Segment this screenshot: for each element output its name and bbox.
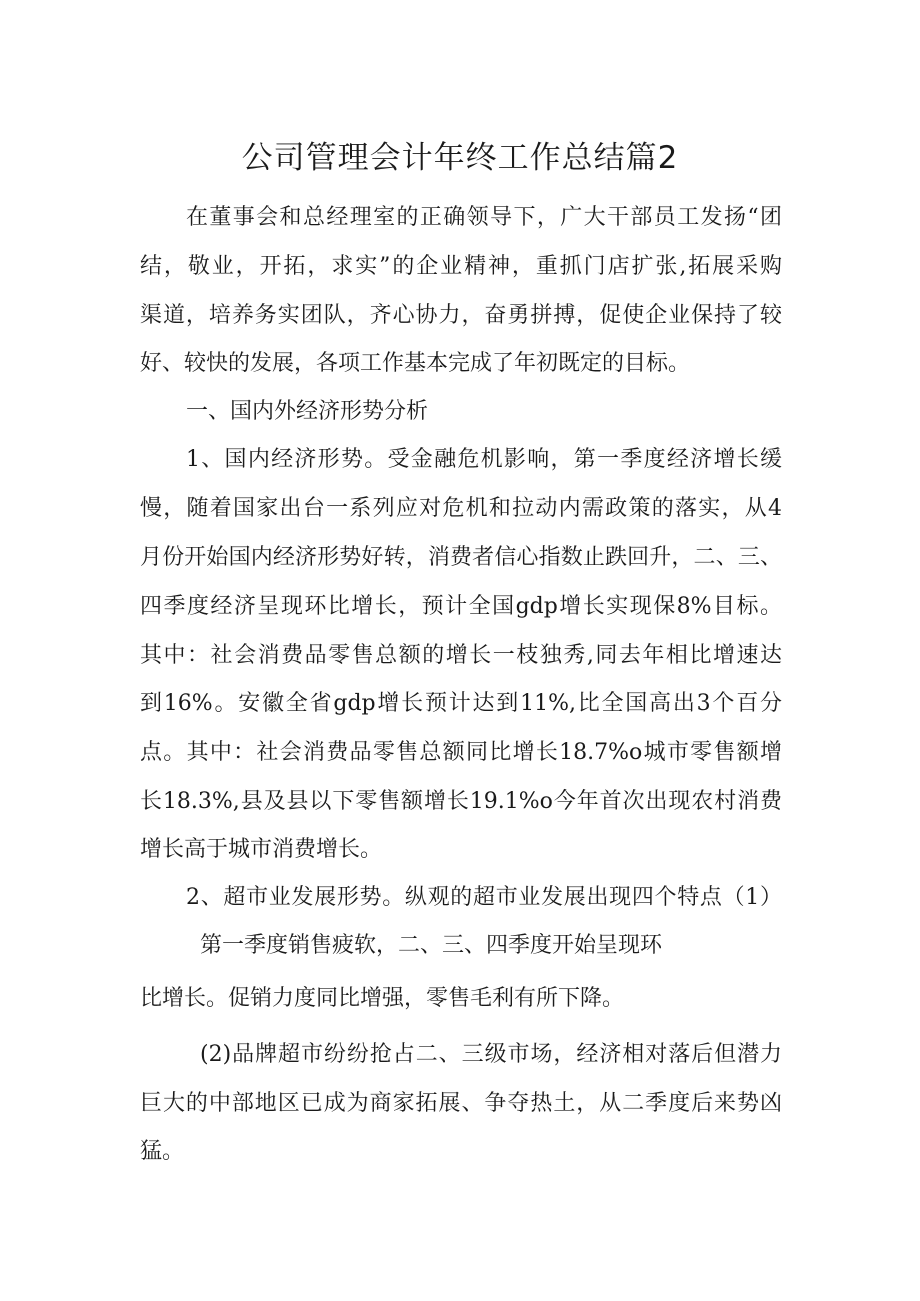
paragraph-line: 比增长。促销力度同比增强，零售毛利有所下降。 bbox=[140, 986, 625, 1011]
paragraph-line: 结，敬业，开拓，求实”的企业精神，重抓门店扩张,拓展采购 bbox=[140, 254, 782, 279]
paragraph-line: 点。其中：社会消费品零售总额同比增长18.7%o城市零售额增 bbox=[140, 740, 782, 765]
paragraph-line: 好、较快的发展，各项工作基本完成了年初既定的目标。 bbox=[140, 351, 691, 376]
paragraph-line: 2、超市业发展形势。纵观的超市业发展出现四个特点（1） bbox=[186, 885, 782, 910]
paragraph-line: 增长高于城市消费增长。 bbox=[140, 837, 383, 862]
paragraph-line: 到16%。安徽全省gdp增长预计达到11%,比全国高出3个百分 bbox=[140, 691, 782, 716]
paragraph-line: 长18.3%,县及县以下零售额增长19.1%o今年首次出现农村消费 bbox=[140, 789, 782, 814]
paragraph-line: 其中：社会消费品零售总额的增长一枝独秀,同去年相比增速达 bbox=[140, 643, 782, 668]
paragraph-line: 渠道，培养务实团队，齐心协力，奋勇拼搏，促使企业保持了较 bbox=[140, 303, 782, 328]
section-heading: 一、国内外经济形势分析 bbox=[186, 399, 429, 424]
document-title: 公司管理会计年终工作总结篇2 bbox=[241, 140, 679, 176]
paragraph-line: 慢，随着国家出台一系列应对危机和拉动内需政策的落实，从4 bbox=[140, 496, 782, 521]
paragraph-line: 1、国内经济形势。受金融危机影响，第一季度经济增长缓 bbox=[186, 447, 782, 472]
paragraph-line: (2)品牌超市纷纷抢占二、三级市场，经济相对落后但潜力 bbox=[200, 1042, 782, 1067]
paragraph-line: 月份开始国内经济形势好转，消费者信心指数止跌回升，二、三、 bbox=[140, 545, 782, 570]
paragraph-line: 巨大的中部地区已成为商家拓展、争夺热土，从二季度后来势凶 bbox=[140, 1091, 782, 1116]
paragraph-line: 第一季度销售疲软，二、三、四季度开始呈现环 bbox=[200, 933, 663, 958]
paragraph-line: 四季度经济呈现环比增长，预计全国gdp增长实现保8%目标。 bbox=[140, 594, 782, 619]
paragraph-line: 猛。 bbox=[140, 1139, 185, 1164]
paragraph-line: 在董事会和总经理室的正确领导下，广大干部员工发扬“团 bbox=[186, 205, 782, 230]
